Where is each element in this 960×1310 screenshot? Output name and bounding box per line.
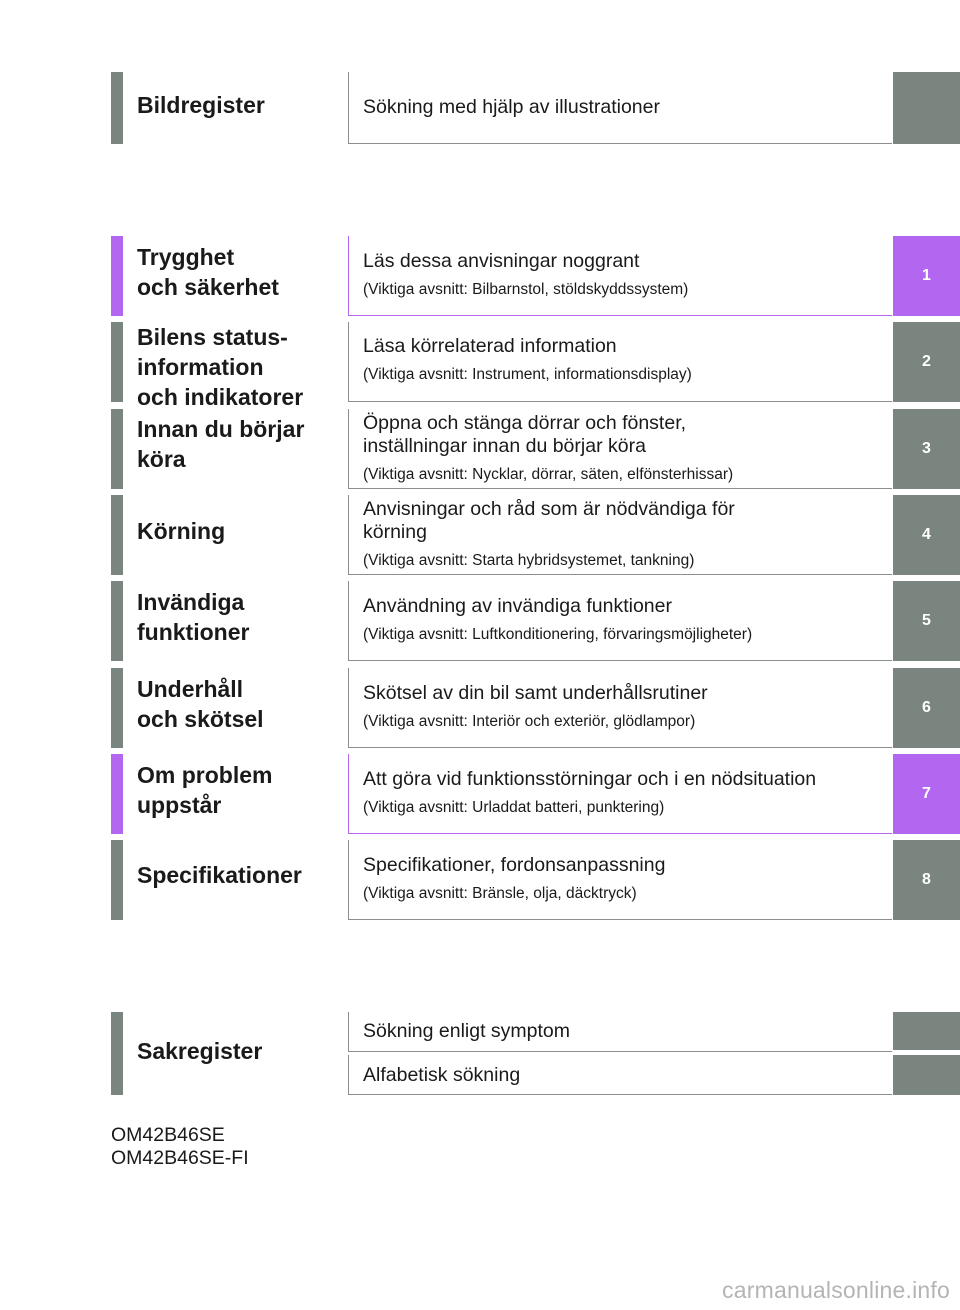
chapter-description bbox=[363, 335, 884, 385]
sakregister-item-label: Alfabetisk sökning bbox=[363, 1064, 521, 1086]
chapter-tab-5[interactable]: 5 bbox=[893, 581, 960, 661]
chapter-marker-bar bbox=[111, 581, 123, 661]
chapter-description bbox=[363, 250, 884, 300]
chapter-important-sections: (Viktiga avsnitt: Bränsle, olja, däcktryck) bbox=[363, 885, 637, 902]
chapter-description-text: Skötsel av din bil samt underhållsrutiner bbox=[363, 682, 708, 704]
index-marker-bar bbox=[111, 72, 123, 144]
watermark: carmanualsonline.info bbox=[722, 1277, 950, 1303]
chapter-description bbox=[363, 854, 884, 904]
chapter-tab-6[interactable]: 6 bbox=[893, 668, 960, 748]
chapter-description-box[interactable] bbox=[348, 322, 892, 402]
chapter-description-box[interactable] bbox=[348, 668, 892, 748]
chapter-title[interactable]: Körning bbox=[137, 518, 226, 544]
chapter-important-sections: (Viktiga avsnitt: Bilbarnstol, stöldskyddssystem) bbox=[363, 281, 689, 298]
sakregister-item-symptom[interactable] bbox=[348, 1012, 892, 1052]
chapter-description-text: Öppna och stänga dörrar och fönster, inställningar innan du börjar köra bbox=[363, 412, 687, 457]
chapter-description bbox=[363, 498, 884, 571]
chapter-marker-bar bbox=[111, 322, 123, 402]
chapter-marker-bar bbox=[111, 409, 123, 489]
bildregister-description: Sökning med hjälp av illustrationer bbox=[363, 96, 660, 118]
chapter-tab-4[interactable]: 4 bbox=[893, 495, 960, 575]
sakregister-tab-alphabetic[interactable] bbox=[893, 1055, 960, 1095]
chapter-tab-2[interactable]: 2 bbox=[893, 322, 960, 402]
chapter-marker-bar bbox=[111, 840, 123, 920]
chapter-description-text: Läsa körrelaterad information bbox=[363, 335, 617, 357]
chapter-description-box[interactable] bbox=[348, 754, 892, 834]
manual-code: OM42B46SE bbox=[111, 1124, 225, 1146]
chapter-title[interactable]: Invändiga funktioner bbox=[137, 589, 250, 645]
sakregister-marker-bar bbox=[111, 1012, 123, 1095]
chapter-description bbox=[363, 768, 884, 818]
chapter-title[interactable]: Underhåll och skötsel bbox=[137, 676, 264, 732]
chapter-important-sections: (Viktiga avsnitt: Urladdat batteri, punktering) bbox=[363, 799, 665, 816]
chapter-description-box[interactable] bbox=[348, 840, 892, 920]
chapter-description-text: Att göra vid funktionsstörningar och i en nödsituation bbox=[363, 768, 817, 790]
chapter-marker-bar bbox=[111, 236, 123, 316]
chapter-marker-bar bbox=[111, 495, 123, 575]
chapter-tab-3[interactable]: 3 bbox=[893, 409, 960, 489]
chapter-description-box[interactable] bbox=[348, 409, 892, 489]
chapter-tab-1[interactable]: 1 bbox=[893, 236, 960, 316]
chapter-tab-7[interactable]: 7 bbox=[893, 754, 960, 834]
bildregister-tab[interactable] bbox=[893, 72, 960, 144]
chapter-description-text: Specifikationer, fordonsanpassning bbox=[363, 854, 666, 876]
bildregister-label[interactable]: Bildregister bbox=[137, 92, 265, 118]
chapter-important-sections: (Viktiga avsnitt: Instrument, informationsdisplay) bbox=[363, 366, 692, 383]
chapter-tab-8[interactable]: 8 bbox=[893, 840, 960, 920]
chapter-description-text: Användning av invändiga funktioner bbox=[363, 595, 672, 617]
chapter-description-box[interactable] bbox=[348, 581, 892, 661]
bildregister-box[interactable] bbox=[348, 72, 892, 144]
manual-code-fi: OM42B46SE-FI bbox=[111, 1147, 249, 1169]
chapter-important-sections: (Viktiga avsnitt: Interiör och exteriör, glödlampor) bbox=[363, 713, 696, 730]
sakregister-label[interactable]: Sakregister bbox=[137, 1038, 263, 1064]
chapter-description bbox=[363, 595, 884, 645]
chapter-title[interactable]: Specifikationer bbox=[137, 862, 302, 888]
sakregister-item-label: Sökning enligt symptom bbox=[363, 1020, 571, 1042]
chapter-important-sections: (Viktiga avsnitt: Luftkonditionering, förvaringsmöjligheter) bbox=[363, 626, 753, 643]
chapter-description-box[interactable] bbox=[348, 495, 892, 575]
chapter-title[interactable]: Trygghet och säkerhet bbox=[137, 244, 279, 300]
chapter-description-text: Läs dessa anvisningar noggrant bbox=[363, 250, 640, 272]
sakregister-tab-symptom[interactable] bbox=[893, 1012, 960, 1050]
chapter-description bbox=[363, 682, 884, 732]
chapter-description bbox=[363, 412, 884, 485]
chapter-description-box[interactable] bbox=[348, 236, 892, 316]
chapter-title[interactable]: Innan du börjar köra bbox=[137, 416, 305, 472]
chapter-important-sections: (Viktiga avsnitt: Nycklar, dörrar, säten, elfönsterhissar) bbox=[363, 466, 734, 483]
chapter-title[interactable]: Om problem uppstår bbox=[137, 762, 273, 818]
chapter-description-text: Anvisningar och råd som är nödvändiga för körning bbox=[363, 498, 735, 543]
chapter-marker-bar bbox=[111, 668, 123, 748]
chapter-title[interactable]: Bilens status- information och indikatorer bbox=[137, 324, 304, 410]
chapter-important-sections: (Viktiga avsnitt: Starta hybridsystemet, tankning) bbox=[363, 552, 695, 569]
chapter-marker-bar bbox=[111, 754, 123, 834]
sakregister-item-alphabetic[interactable] bbox=[348, 1055, 892, 1095]
